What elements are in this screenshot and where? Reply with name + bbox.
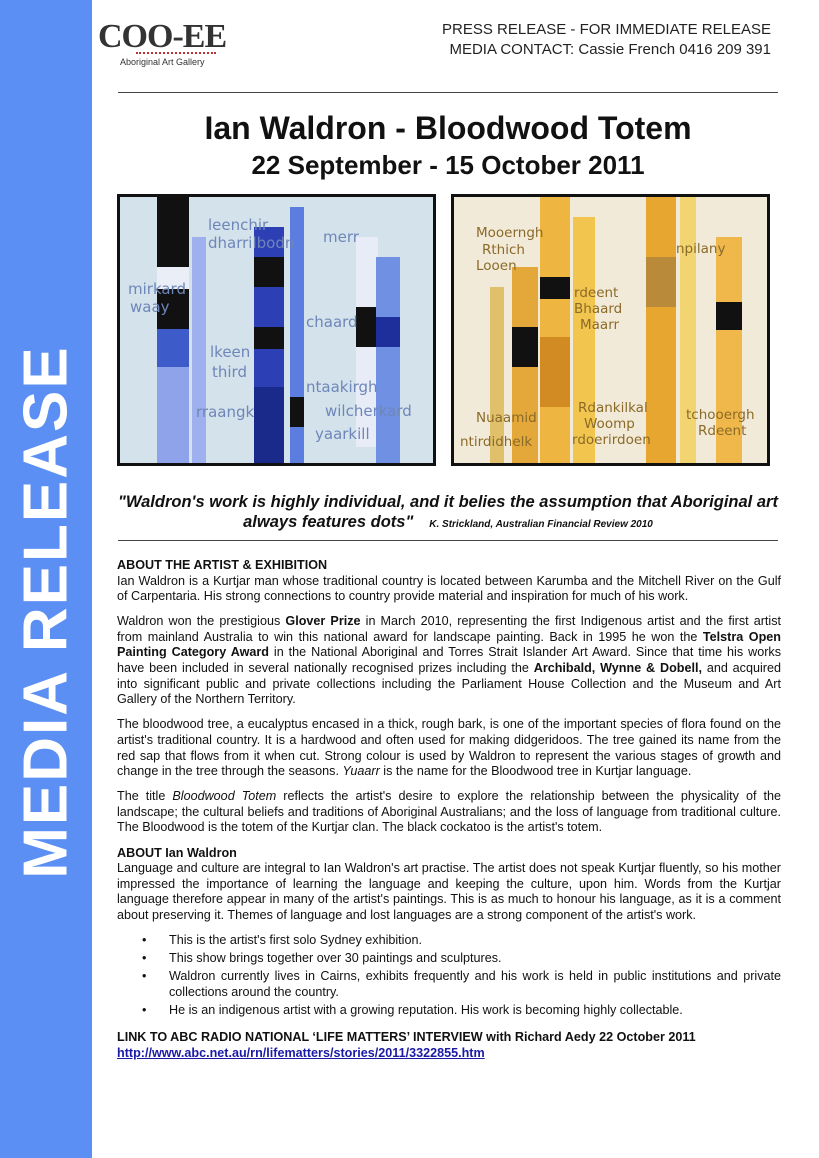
svg-text:Rthich: Rthich bbox=[482, 242, 525, 258]
list-item bbox=[117, 933, 781, 949]
about-paragraph-1: Ian Waldron is a Kurtjar man whose traditional country is located between Karumba and the Mitchell River on the Gulf of Carpentaria. His strong connections to country provide material and inspiration for much of his work. bbox=[117, 573, 781, 604]
logo-dots bbox=[136, 52, 216, 54]
quote-text: "Waldron's work is highly individual, and it belies the assumption that Aboriginal art always features dots" bbox=[118, 493, 778, 531]
text-run: The title bbox=[117, 789, 173, 804]
list-item bbox=[117, 1003, 781, 1019]
text-run: The bloodwood tree, a eucalyptus encased in a thick, rough bark, is one of the important species of flora found on the artist's traditional country. It is a hardwood and often used for making didgeridoos. The tree gained its name from the red sap that flows from it when cut. Strong colour is used by Waldron to represent the various stages of growth and change in the tree through the seasons. bbox=[117, 717, 781, 779]
svg-text:Mooerngh: Mooerngh bbox=[476, 225, 544, 241]
text-run: is the name for the Bloodwood tree in Kurtjar language. bbox=[379, 764, 692, 779]
logo-subtitle: Aboriginal Art Gallery bbox=[120, 57, 205, 67]
svg-text:ntaakirgh: ntaakirgh bbox=[306, 378, 378, 396]
bullet-icon: • bbox=[142, 1002, 147, 1017]
about-ian-paragraph: Language and culture are integral to Ian Waldron's art practise. The artist does not speak Kurtjar fluently, so his mother impressed the importance of learning the language and keeping the culture, upon him. Words from the Kurtjar language therefore appear in many of the artist's paintings. This is as much to honour his language, as it is a comment about preserving it. Themes of language and lost languages are a strong component of the artist's work. bbox=[117, 861, 781, 922]
svg-text:merr: merr bbox=[323, 228, 359, 246]
release-body bbox=[117, 558, 781, 1061]
svg-text:Rdankilkal: Rdankilkal bbox=[578, 400, 648, 416]
text-run: in the National Aboriginal and Torres Strait Islander Art Award. Since that time his works have been included in several nationally recognised prizes including the bbox=[117, 645, 781, 676]
svg-text:dharrilbodn: dharrilbodn bbox=[208, 234, 295, 252]
about-heading: ABOUT THE ARTIST & EXHIBITION bbox=[117, 558, 328, 572]
media-contact-line: MEDIA CONTACT: Cassie French 0416 209 391 bbox=[449, 41, 771, 58]
painting-right bbox=[451, 194, 770, 466]
painting-left bbox=[117, 194, 436, 466]
telstra-award: Telstra Open Painting Category Award bbox=[117, 629, 781, 660]
svg-text:Bhaard: Bhaard bbox=[574, 301, 623, 317]
sidebar bbox=[0, 0, 92, 1158]
press-header bbox=[442, 20, 771, 60]
svg-text:rdeent: rdeent bbox=[574, 285, 619, 301]
glover-prize: Glover Prize bbox=[285, 614, 361, 629]
svg-text:Rdeent: Rdeent bbox=[698, 423, 747, 439]
svg-text:npilany: npilany bbox=[676, 241, 726, 257]
interview-link-title: LINK TO ABC RADIO NATIONAL ‘LIFE MATTERS’ INTERVIEW with Richard Aedy 22 October 2011 bbox=[117, 1030, 696, 1045]
svg-text:yaarkill: yaarkill bbox=[315, 425, 370, 443]
svg-text:chaard: chaard bbox=[306, 313, 358, 331]
svg-text:Nuaamid: Nuaamid bbox=[476, 410, 537, 426]
text-run: reflects the artist's desire to explore the relationship between the physicality of the landscape; the cultural beliefs and traditions of Aboriginal Australians; and the loss of language from traditional culture. The Bloodwood is the totem of the Kurtjar clan. The black cockatoo is the artist's totem. bbox=[117, 789, 782, 835]
svg-text:Maarr: Maarr bbox=[580, 317, 620, 333]
logo-mark: COO-EE bbox=[98, 18, 227, 55]
about-paragraph-2 bbox=[117, 614, 781, 708]
svg-text:rdoerirdoen: rdoerirdoen bbox=[572, 432, 651, 448]
svg-text:rraangk: rraangk bbox=[196, 403, 255, 421]
svg-text:tchooergh: tchooergh bbox=[686, 407, 755, 423]
bullet-text: This is the artist's first solo Sydney exhibition. bbox=[169, 932, 422, 947]
painting-right-image bbox=[454, 197, 767, 463]
list-item bbox=[117, 969, 781, 1000]
exhibition-title: Ian Waldron - Bloodwood Totem bbox=[204, 110, 692, 146]
svg-text:Woomp: Woomp bbox=[584, 416, 635, 432]
painting-left-image bbox=[120, 197, 433, 463]
gallery-logo bbox=[98, 18, 228, 74]
text-run: and acquired into significant public and private collections including the Parliament House Collection and the Museum and Art Gallery of the Northern Territory. bbox=[117, 661, 781, 707]
svg-text:lkeen: lkeen bbox=[210, 343, 251, 361]
quote-attribution: K. Strickland, Australian Financial Review 2010 bbox=[429, 519, 653, 530]
highlights-list bbox=[117, 933, 781, 1018]
bullet-icon: • bbox=[142, 932, 147, 947]
quote-rule bbox=[118, 540, 778, 541]
bullet-text: He is an indigenous artist with a growing reputation. His work is becoming highly collectable. bbox=[169, 1002, 683, 1017]
bullet-text: This show brings together over 30 paintings and sculptures. bbox=[169, 950, 502, 965]
svg-text:leenchir: leenchir bbox=[208, 216, 269, 234]
svg-text:Looen: Looen bbox=[476, 258, 517, 274]
svg-text:waay: waay bbox=[130, 298, 170, 316]
bloodwood-totem-title: Bloodwood Totem bbox=[172, 789, 277, 804]
press-quote bbox=[118, 492, 778, 535]
svg-text:wilcherkard: wilcherkard bbox=[325, 402, 412, 420]
sidebar-title: MEDIA RELEASE bbox=[11, 345, 81, 879]
about-paragraph-3 bbox=[117, 717, 781, 779]
bullet-icon: • bbox=[142, 968, 147, 983]
bullet-text: Waldron currently lives in Cairns, exhibits frequently and his work is held in public institutions and private collections around the country. bbox=[169, 968, 781, 999]
press-release-line: PRESS RELEASE - FOR IMMEDIATE RELEASE bbox=[442, 21, 771, 38]
svg-text:third: third bbox=[212, 363, 247, 381]
about-paragraph-4 bbox=[117, 789, 781, 836]
list-item bbox=[117, 951, 781, 967]
yuaarr-term: Yuaarr bbox=[342, 764, 380, 779]
bullet-icon: • bbox=[142, 950, 147, 965]
exhibition-dates: 22 September - 15 October 2011 bbox=[251, 150, 645, 180]
text-run: Waldron won the prestigious bbox=[117, 614, 286, 629]
svg-text:mirkard: mirkard bbox=[128, 280, 186, 298]
top-rule bbox=[118, 92, 778, 93]
interview-link[interactable]: http://www.abc.net.au/rn/lifematters/stories/2011/3322855.htm bbox=[117, 1045, 485, 1060]
svg-text:ntirdidhelk: ntirdidhelk bbox=[460, 434, 533, 450]
archibald-prizes: Archibald, Wynne & Dobell, bbox=[533, 661, 702, 676]
about-ian-heading: ABOUT Ian Waldron bbox=[117, 845, 237, 860]
text-run: in March 2010, representing the first Indigenous artist and the first artist from mainland Australia to win this national award for landscape painting. Back in 1995 he won the bbox=[117, 614, 782, 644]
